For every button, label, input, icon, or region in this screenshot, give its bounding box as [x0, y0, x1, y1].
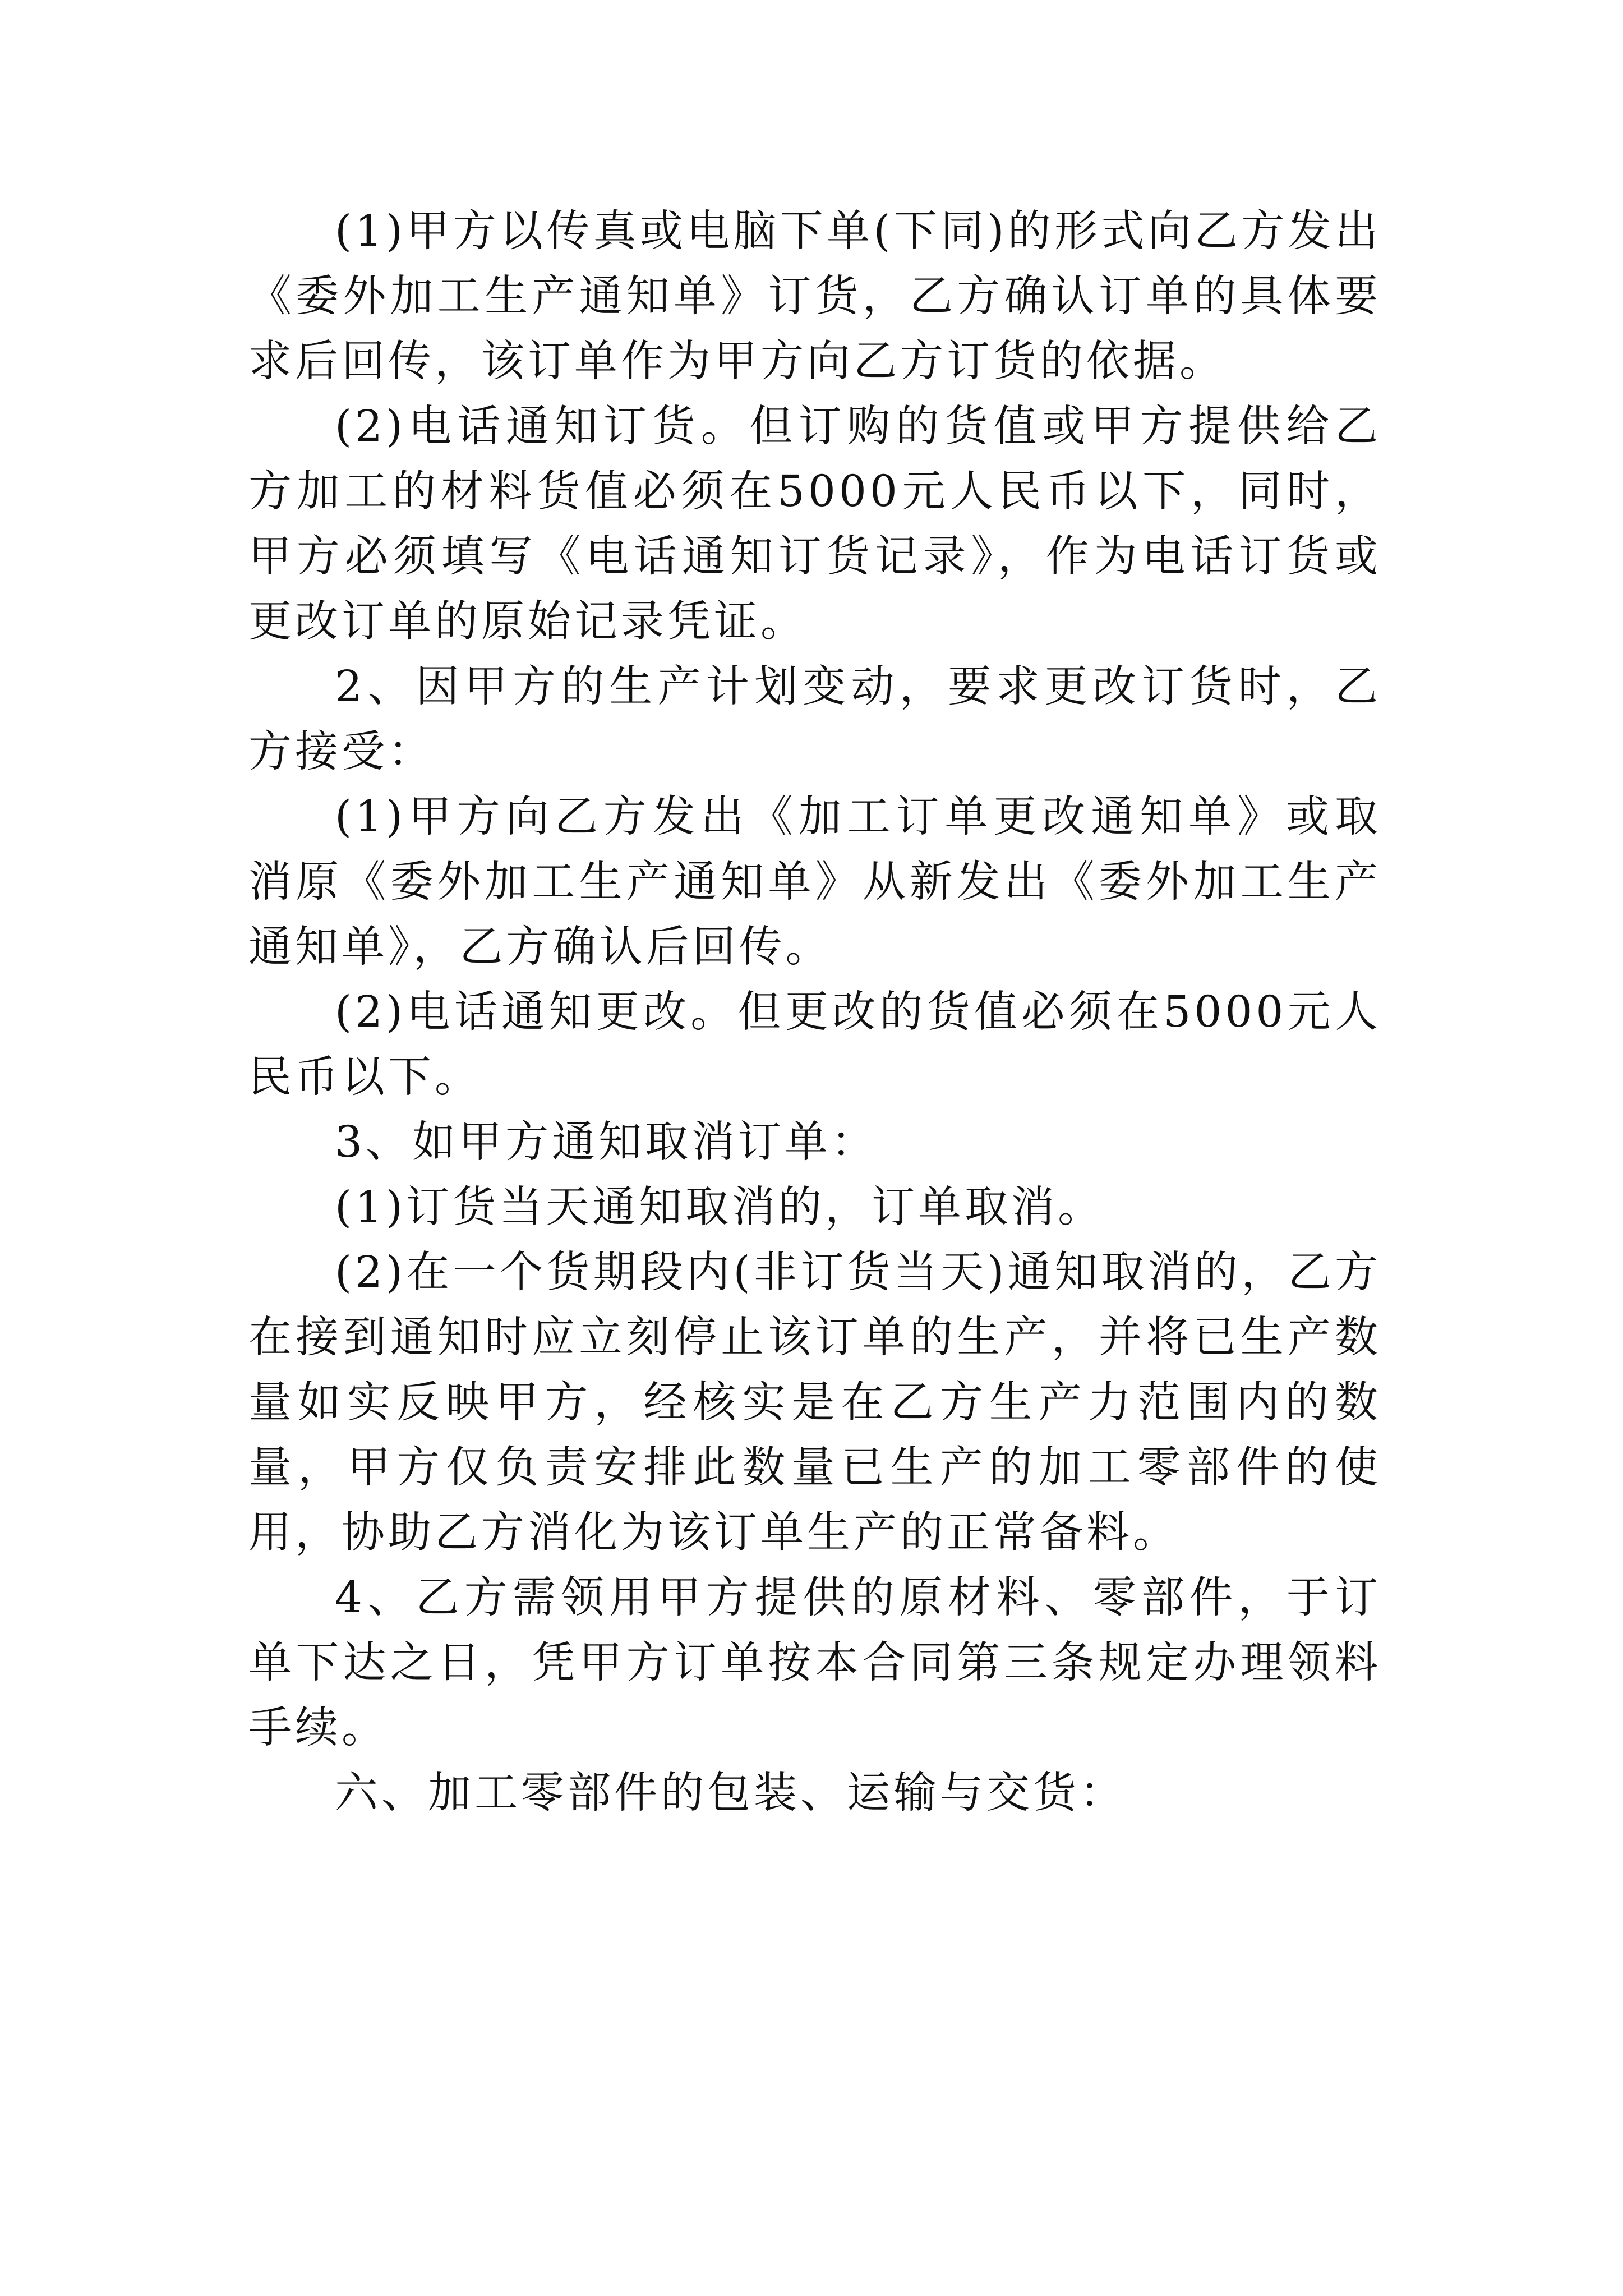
document-body: [248, 199, 1381, 1826]
section-heading-packaging: 六、加工零部件的包装、运输与交货：: [335, 1768, 1126, 1818]
paragraph-phone-change: (2)电话通知更改。但更改的货值必须在5000元人民币以下。: [248, 987, 1381, 1102]
paragraph-order-cancel: 3、如甲方通知取消订单：: [335, 1117, 878, 1167]
paragraph-period-cancel: (2)在一个货期段内(非订货当天)通知取消的，乙方在接到通知时应立刻停止该订单的生产，并将已生产数量如实反映甲方，经核实是在乙方生产力范围内的数量，甲方仅负责安排此数量已生产的加工零部件的使用，协助乙方消化为该订单生产的正常备料。: [248, 1248, 1381, 1558]
paragraph-same-day-cancel: (1)订货当天通知取消的，订单取消。: [335, 1182, 1105, 1232]
paragraph-change-notice: (1)甲方向乙方发出《加工订单更改通知单》或取消原《委外加工生产通知单》从新发出《委外加工生产通知单》，乙方确认后回传。: [248, 792, 1381, 972]
paragraph-material-pickup: 4、乙方需领用甲方提供的原材料、零部件，于订单下达之日，凭甲方订单按本合同第三条规定办理领料手续。: [248, 1573, 1381, 1753]
paragraph-phone-order: (2)电话通知订货。但订购的货值或甲方提供给乙方加工的材料货值必须在5000元人民币以下，同时，甲方必须填写《电话通知订货记录》，作为电话订货或更改订单的原始记录凭证。: [248, 402, 1381, 647]
paragraph-order-change: 2、因甲方的生产计划变动，要求更改订货时，乙方接受：: [248, 662, 1381, 777]
paragraph-order-by-fax: (1)甲方以传真或电脑下单(下同)的形式向乙方发出《委外加工生产通知单》订货，乙方确认订单的具体要求后回传，该订单作为甲方向乙方订货的依据。: [248, 206, 1381, 386]
